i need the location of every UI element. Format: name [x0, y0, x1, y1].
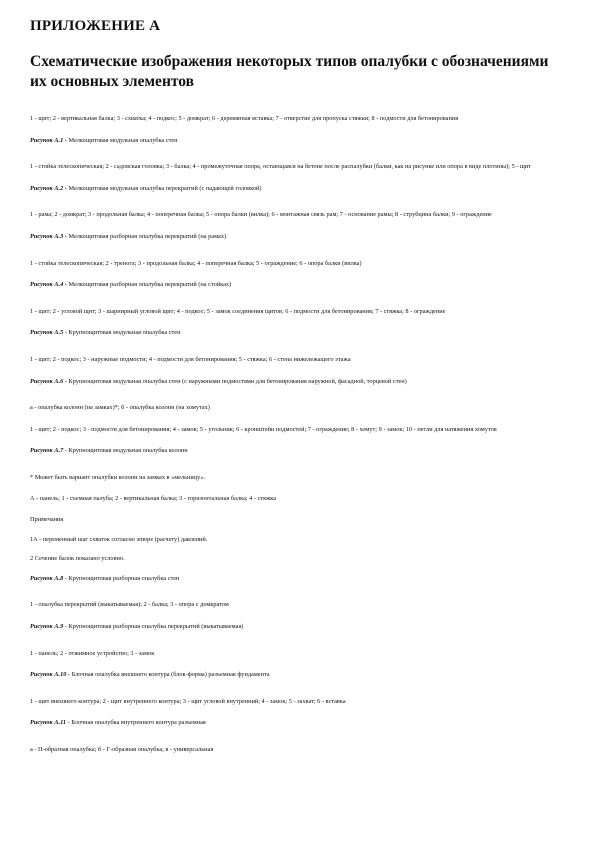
- figure-number: Рисунок А.11: [30, 719, 67, 727]
- figure-number: Рисунок А.1: [30, 136, 64, 144]
- figure-title: - Крупнощитовая модульная опалубка колонн: [63, 447, 188, 455]
- document-title: Схематические изображения некоторых типов опалубки с обозначениями их основных элементов: [30, 53, 549, 90]
- figure-caption: [30, 377, 564, 387]
- figure-caption: [30, 574, 564, 584]
- figure-legend: 1 - щит; 2 - угловой щит; 3 - шарнирный угловой щит; 4 - подкос; 5 - замок соединения щитов; 6 - подмости для бетонирования; 7 - стяжка; 8 - ограждение: [30, 307, 446, 315]
- figure-number: Рисунок А.6: [30, 377, 64, 385]
- figure-number: Рисунок А.9: [30, 623, 64, 631]
- figure-number: Рисунок А.2: [30, 184, 64, 192]
- note-text: 1А - переменный шаг схваток согласно эпюре (расчету) давлений.: [30, 535, 208, 543]
- figure-legend: 1 - рама; 2 - домкрат; 3 - продольная балка; 4 - поперечная балка; 5 - опора балки (вилка); 6 - монтажная связь рам; 7 - основание рамы; 8 - струбцина балки; 9 - ограждение: [30, 211, 492, 219]
- figure-number: Рисунок А.5: [30, 329, 64, 337]
- figure-caption: [30, 718, 564, 728]
- figure-number: Рисунок А.10: [30, 671, 67, 679]
- figure-legend: 1 - щит; 2 - подкос; 3 - подмости для бетонирования; 4 - замок; 5 - угольник; 6 - кронштейн подмостей; 7 - ограждение; 8 - хомут; 9 - замок; 10 - петли для натяжения хомутов: [30, 425, 497, 433]
- figure-legend: 1 - опалубка перекрытий (выкатываемая); 2 - балка; 3 - опора с домкратом: [30, 601, 229, 609]
- figure-legend: А - панель; 1 - съемная палуба; 2 - вертикальная балка; 3 - горизонтальная балка; 4 - стяжка: [30, 494, 277, 502]
- figure-number: Рисунок А.7: [30, 447, 64, 455]
- figure-legend: 1 - стойка телескопическая; 2 - тренога; 3 - продольная балка; 4 - поперечная балка; 5 - ограждение; 6 - опора балки (вилка): [30, 259, 362, 267]
- note-text: Примечания: [30, 516, 64, 524]
- figure-title: - Блочная опалубка внешнего контура (блок-форма) разъемная фундамента: [66, 671, 270, 679]
- note-text: 2 Сечение балок показано условно.: [30, 555, 125, 563]
- document-body: [30, 114, 564, 767]
- figure-caption: [30, 184, 564, 194]
- figure-number: Рисунок А.8: [30, 574, 64, 582]
- figure-legend: а - П-образная опалубка; б - Г-образная опалубка; в - универсальная: [30, 746, 214, 754]
- figure-title: - Крупнощитовая модульная опалубка стен: [63, 329, 181, 337]
- figure-title: - Мелкощитовая разборная опалубка перекрытий (на рамах): [63, 232, 227, 240]
- figure-legend: а - опалубка колонн (на замках)*; б - опалубка колонн (на хомутах): [30, 404, 210, 412]
- figure-caption: [30, 328, 564, 338]
- figure-number: Рисунок А.4: [30, 281, 64, 289]
- figure-legend: 1 - щит; 2 - вертикальная балка; 3 - схватка; 4 - подкос; 5 - домкрат; 6 - деревянная вставка; 7 - отверстие для пропуска стяжки; 8 - подмости для бетонирования: [30, 115, 459, 122]
- figure-number: Рисунок А.3: [30, 232, 64, 240]
- figure-caption: [30, 670, 564, 680]
- figure-title: - Крупнощитовая разборная опалубка перекрытий (выкатываемая): [63, 623, 244, 631]
- figure-title: - Мелкощитовая разборная опалубка перекрытий (на стойках): [63, 281, 232, 289]
- figure-legend: 1 - панель; 2 - отжимное устройство; 3 - замок: [30, 649, 155, 657]
- figure-caption: [30, 136, 564, 146]
- figure-caption: [30, 622, 564, 632]
- figure-title: - Мелкощитовая модульная опалубка стен: [63, 136, 178, 144]
- figure-title: - Блочная опалубка внутреннего контура разъемная: [66, 719, 206, 727]
- footnote: * Может быть вариант опалубки колонн на замках в «мельницу».: [30, 473, 206, 481]
- figure-legend: 1 - стойка телескопическая; 2 - садовская головка; 3 - балка; 4 - промежуточная опора, остающаяся на бетоне после распалубки (балки, как на рисунке или опора в виде плотины); 5 - щит: [30, 163, 531, 171]
- figure-title: - Крупнощитовая разборная опалубка стен: [63, 574, 180, 582]
- figure-caption: [30, 446, 564, 456]
- figure-title: - Крупнощитовая модульная опалубка стен (с наружными подмостями для бетонирования наружной, фасадной, торцевой стен): [63, 377, 407, 385]
- figure-caption: [30, 280, 564, 290]
- figure-legend: 1 - щит внешнего контура; 2 - щит внутреннего контура; 3 - щит угловой внутренний; 4 - замок; 5 - захват; 6 - вставка: [30, 697, 346, 705]
- figure-legend: 1 - щит; 2 - подкос; 3 - наружные подмости; 4 - подмости для бетонирования; 5 - стяжка; 6 - стена нижележащего этажа: [30, 355, 351, 363]
- figure-caption: [30, 232, 564, 242]
- figure-title: - Мелкощитовая модульная опалубка перекрытий (с падающей головкой): [63, 184, 262, 192]
- appendix-heading: ПРИЛОЖЕНИЕ А: [30, 18, 161, 34]
